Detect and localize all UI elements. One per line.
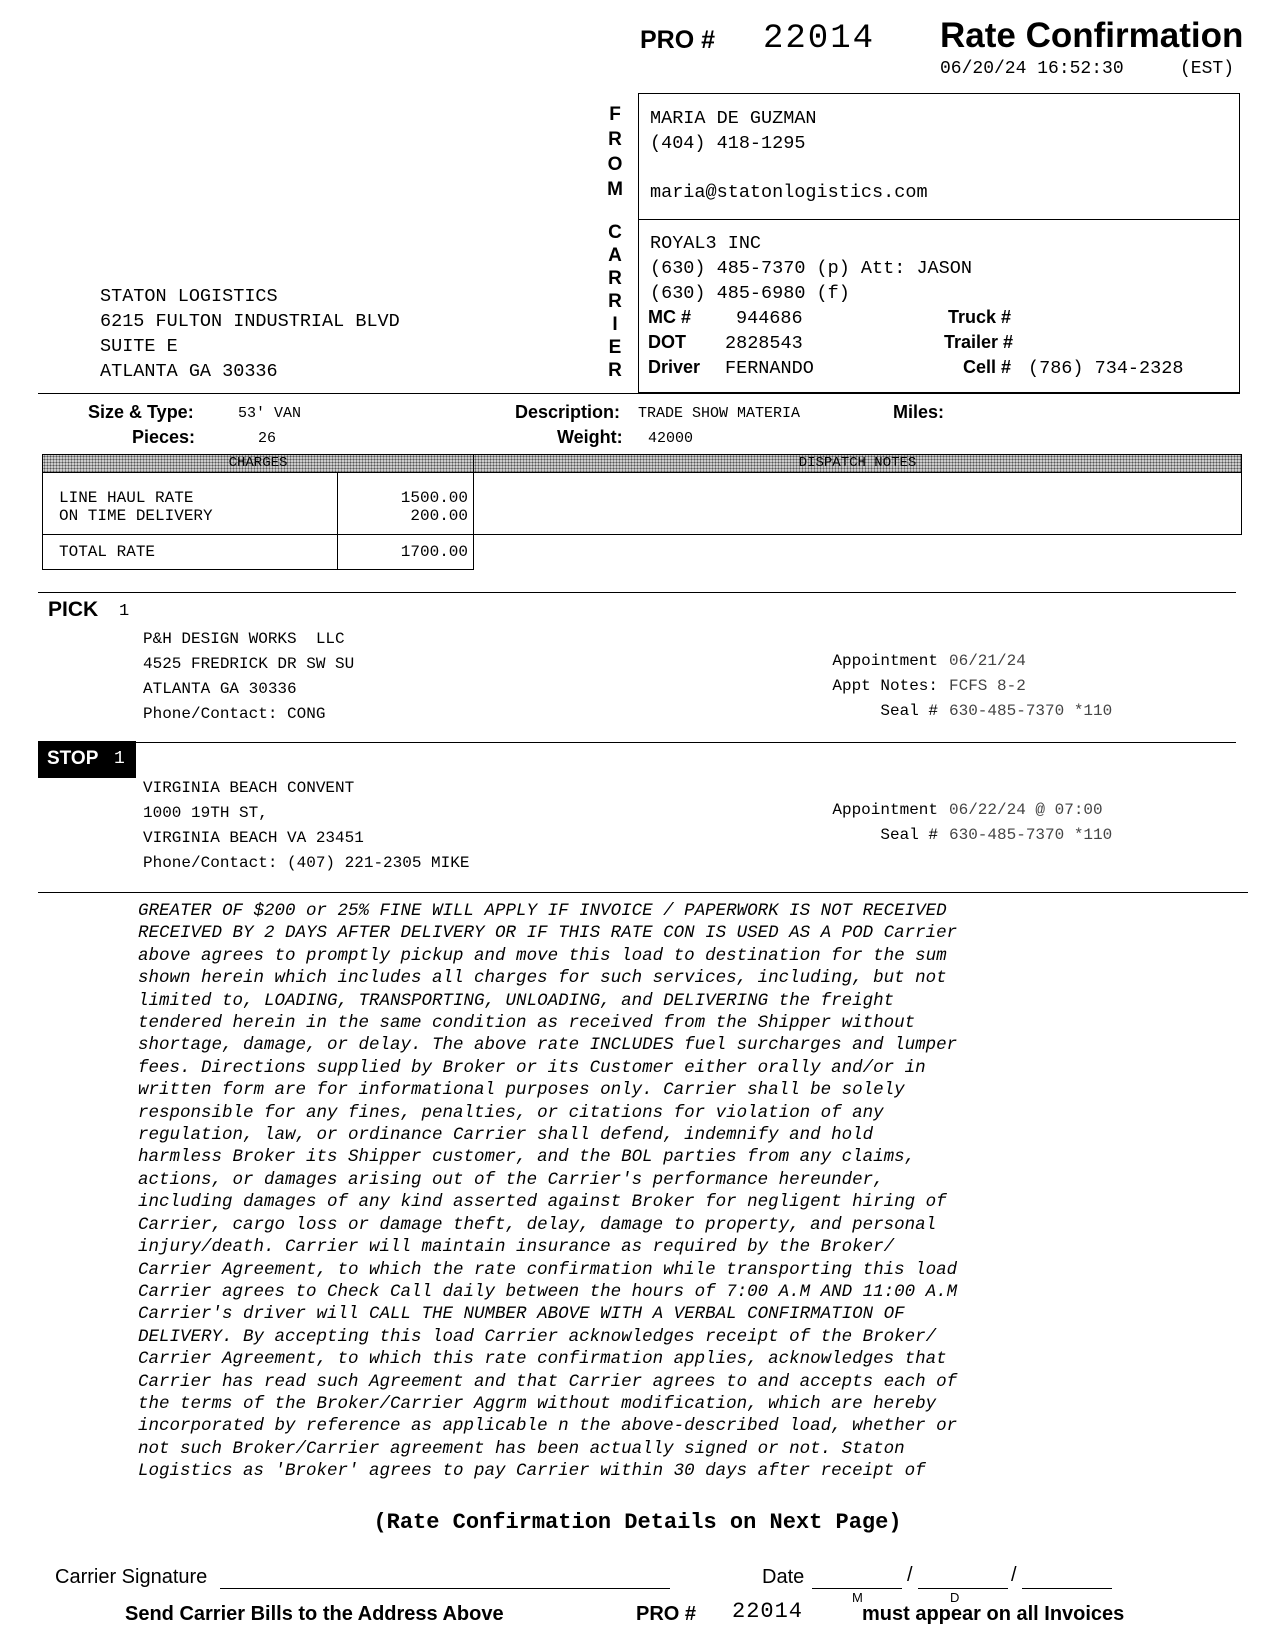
timezone: (EST) (1180, 59, 1235, 79)
charge-label: LINE HAUL RATE (59, 489, 194, 507)
from-letter: F (609, 104, 621, 125)
mc-label: MC # (648, 307, 692, 327)
terms-line: incorporated by reference as applicable n the above-described load, whether or (138, 1416, 958, 1437)
dot-label: DOT (648, 332, 686, 352)
terms-line: Carrier agrees to Check Call daily between the hours of 7:00 A.M AND 11:00 A.M (138, 1281, 958, 1302)
must-appear-note: must appear on all Invoices (862, 1603, 1125, 1625)
stop-appointment-label: Appointment (832, 801, 938, 819)
from-phone: (404) 418-1295 (650, 133, 806, 154)
header-divider (38, 393, 1240, 394)
terms-line: fees. Directions supplied by Broker or its Customer either orally and/or in (138, 1057, 926, 1078)
date-separator: / (907, 1564, 913, 1586)
stop-address (143, 776, 469, 876)
terms-line: responsible for any fines, penalties, or citations for violation of any (138, 1102, 884, 1123)
footer-pro-label: PRO # (636, 1603, 697, 1625)
terms-line: above agrees to promptly pickup and move this load to destination for the sum (138, 945, 947, 966)
broker-address-line1: 6215 FULTON INDUSTRIAL BLVD (100, 311, 400, 332)
terms-line: Logistics as 'Broker' agrees to pay Carrier within 30 days after receipt of (138, 1461, 926, 1482)
terms-line: including damages of any kind asserted against Broker for negligent hiring of (138, 1192, 947, 1213)
charges-header-text: CHARGES (228, 455, 288, 471)
terms-line: Carrier Agreement, to which the rate confirmation while transporting this load (138, 1259, 958, 1280)
carrier-letter: A (608, 245, 622, 266)
charge-amount: 200.00 (410, 507, 468, 525)
date-day-caption: D (950, 1590, 960, 1605)
pick-city: ATLANTA GA 30336 (143, 680, 297, 698)
carrier-name: ROYAL3 INC (650, 233, 762, 254)
carrier-signature-label: Carrier Signature (55, 1566, 208, 1588)
carrier-letter: R (608, 291, 622, 312)
date-day-line[interactable] (918, 1588, 1008, 1589)
driver-name: FERNANDO (725, 358, 814, 379)
charge-amount: 1500.00 (400, 489, 468, 507)
pick-label: PICK (48, 598, 99, 621)
charges-col-divider (337, 472, 338, 535)
broker-address (100, 284, 400, 384)
date-label: Date (762, 1566, 805, 1588)
stop-city: VIRGINIA BEACH VA 23451 (143, 829, 364, 847)
broker-name: STATON LOGISTICS (100, 286, 278, 307)
pro-label: PRO # (640, 26, 716, 54)
charge-label: ON TIME DELIVERY (59, 507, 213, 525)
pick-number: 1 (119, 602, 130, 621)
stop-appointment-value: 06/22/24 @ 07:00 (949, 801, 1103, 819)
pick-address (143, 627, 354, 727)
dispatch-notes-header-text: DISPATCH NOTES (798, 455, 917, 471)
next-page-note: (Rate Confirmation Details on Next Page) (373, 1510, 902, 1535)
page-title: Rate Confirmation (940, 16, 1244, 55)
terms-line: shortage, damage, or delay. The above rate INCLUDES fuel surcharges and lumper (138, 1035, 958, 1056)
carrier-letter: R (608, 268, 622, 289)
weight-value: 42000 (648, 430, 694, 447)
stop-label-badge (38, 741, 136, 778)
charges-header (42, 454, 474, 473)
broker-city-state-zip: ATLANTA GA 30336 (100, 361, 278, 382)
date-separator: / (1011, 1564, 1017, 1586)
miles-label: Miles: (893, 402, 945, 422)
terms-line: written form are for informational purposes only. Carrier shall be solely (138, 1080, 905, 1101)
carrier-signature-line[interactable] (220, 1588, 670, 1589)
trailer-label: Trailer # (944, 332, 1014, 352)
date-month-caption: M (852, 1590, 863, 1605)
pick-seal-value: 630-485-7370 *110 (949, 702, 1113, 720)
terms-line: limited to, LOADING, TRANSPORTING, UNLOADING, and DELIVERING the freight (138, 990, 895, 1011)
carrier-letter: E (608, 337, 622, 358)
pick-divider (38, 592, 1236, 593)
date-year-line[interactable] (1022, 1588, 1112, 1589)
pick-name: P&H DESIGN WORKS LLC (143, 630, 345, 648)
print-datetime: 06/20/24 16:52:30 (940, 59, 1124, 79)
stop-contact: Phone/Contact: (407) 221-2305 MIKE (143, 854, 470, 872)
terms-line: GREATER OF $200 or 25% FINE WILL APPLY IF INVOICE / PAPERWORK IS NOT RECEIVED (138, 901, 947, 921)
stop-divider (136, 742, 1236, 743)
terms-line: injury/death. Carrier will maintain insurance as required by the Broker/ (138, 1237, 895, 1258)
dispatch-notes-box (473, 472, 1242, 535)
terms-text (138, 900, 1138, 1483)
pick-appointment-value: 06/21/24 (949, 652, 1026, 670)
description-value: TRADE SHOW MATERIA (638, 405, 801, 422)
terms-line: Carrier's driver will CALL THE NUMBER ABOVE WITH A VERBAL CONFIRMATION OF (138, 1304, 905, 1325)
pieces-label: Pieces: (132, 427, 196, 447)
from-letter: M (607, 179, 623, 200)
from-letter: O (607, 154, 623, 175)
stop-seal-label: Seal # (880, 826, 938, 844)
carrier-letter: I (612, 314, 618, 335)
stop-name: VIRGINIA BEACH CONVENT (143, 779, 355, 797)
carrier-letter: R (608, 360, 622, 381)
description-label: Description: (515, 402, 621, 422)
pick-appt-notes-value: FCFS 8-2 (949, 677, 1026, 695)
charges-total-divider (337, 534, 338, 570)
carrier-letter: C (608, 222, 622, 243)
terms-line: shown herein which includes all charges for such services, including, but not (138, 968, 947, 989)
terms-divider (38, 892, 1248, 893)
date-month-line[interactable] (812, 1588, 902, 1589)
terms-line: Carrier Agreement, to which this rate confirmation applies, acknowledges that (138, 1349, 947, 1370)
pick-seal-label: Seal # (880, 702, 938, 720)
pick-address-line: 4525 FREDRICK DR SW SU (143, 655, 355, 673)
terms-line: not such Broker/Carrier agreement has been actually signed or not. Staton (138, 1438, 905, 1459)
pick-appt-notes-label: Appt Notes: (832, 677, 938, 695)
terms-line: tendered herein in the same condition as received from the Shipper without (138, 1013, 916, 1034)
terms-line: actions, or damages arising out of the Carrier's performance hereunder, (138, 1169, 884, 1190)
total-rate-value: 1700.00 (400, 543, 468, 561)
carrier-phone: (630) 485-7370 (p) Att: JASON (650, 258, 972, 279)
footer-pro-number: 22014 (732, 1599, 804, 1624)
dot-number: 2828543 (725, 333, 803, 354)
truck-label: Truck # (948, 307, 1012, 327)
terms-line: Carrier has read such Agreement and that Carrier agrees to and accepts each of (138, 1371, 958, 1392)
send-bills-note: Send Carrier Bills to the Address Above (125, 1603, 504, 1625)
mc-number: 944686 (736, 308, 803, 329)
from-letter: R (608, 129, 622, 150)
carrier-fax: (630) 485-6980 (f) (650, 283, 850, 304)
terms-line: RECEIVED BY 2 DAYS AFTER DELIVERY OR IF THIS RATE CON IS USED AS A POD Carrier (138, 923, 958, 944)
from-carrier-divider (638, 219, 1240, 220)
terms-line: the terms of the Broker/Carrier Aggrm without modification, which are hereby (138, 1393, 937, 1414)
terms-line: harmless Broker its Shipper customer, and the BOL parties from any claims, (138, 1147, 916, 1168)
from-name: MARIA DE GUZMAN (650, 108, 817, 129)
weight-label: Weight: (557, 427, 623, 447)
cell-number: (786) 734-2328 (1028, 358, 1184, 379)
stop-number: 1 (114, 749, 125, 769)
total-rate-label: TOTAL RATE (59, 543, 156, 561)
pieces-value: 26 (258, 430, 277, 447)
pick-contact: Phone/Contact: CONG (143, 705, 326, 723)
size-type-label: Size & Type: (88, 402, 194, 422)
from-email: maria@statonlogistics.com (650, 182, 928, 203)
pick-appointment-label: Appointment (832, 652, 938, 670)
driver-label: Driver (648, 357, 701, 377)
dispatch-notes-header (473, 454, 1242, 473)
stop-seal-value: 630-485-7370 *110 (949, 826, 1113, 844)
stop-address-line: 1000 19TH ST, (143, 804, 268, 822)
terms-line: regulation, law, or ordinance Carrier shall defend, indemnify and hold (138, 1125, 874, 1146)
stop-label: STOP (47, 748, 99, 769)
terms-line: Carrier, cargo loss or damage theft, delay, damage to property, and personal (138, 1214, 937, 1235)
pro-number: 22014 (763, 20, 876, 58)
cell-label: Cell # (963, 357, 1012, 377)
size-type-value: 53' VAN (238, 405, 302, 422)
broker-address-line2: SUITE E (100, 336, 178, 357)
terms-line: DELIVERY. By accepting this load Carrier acknowledges receipt of the Broker/ (138, 1326, 937, 1347)
